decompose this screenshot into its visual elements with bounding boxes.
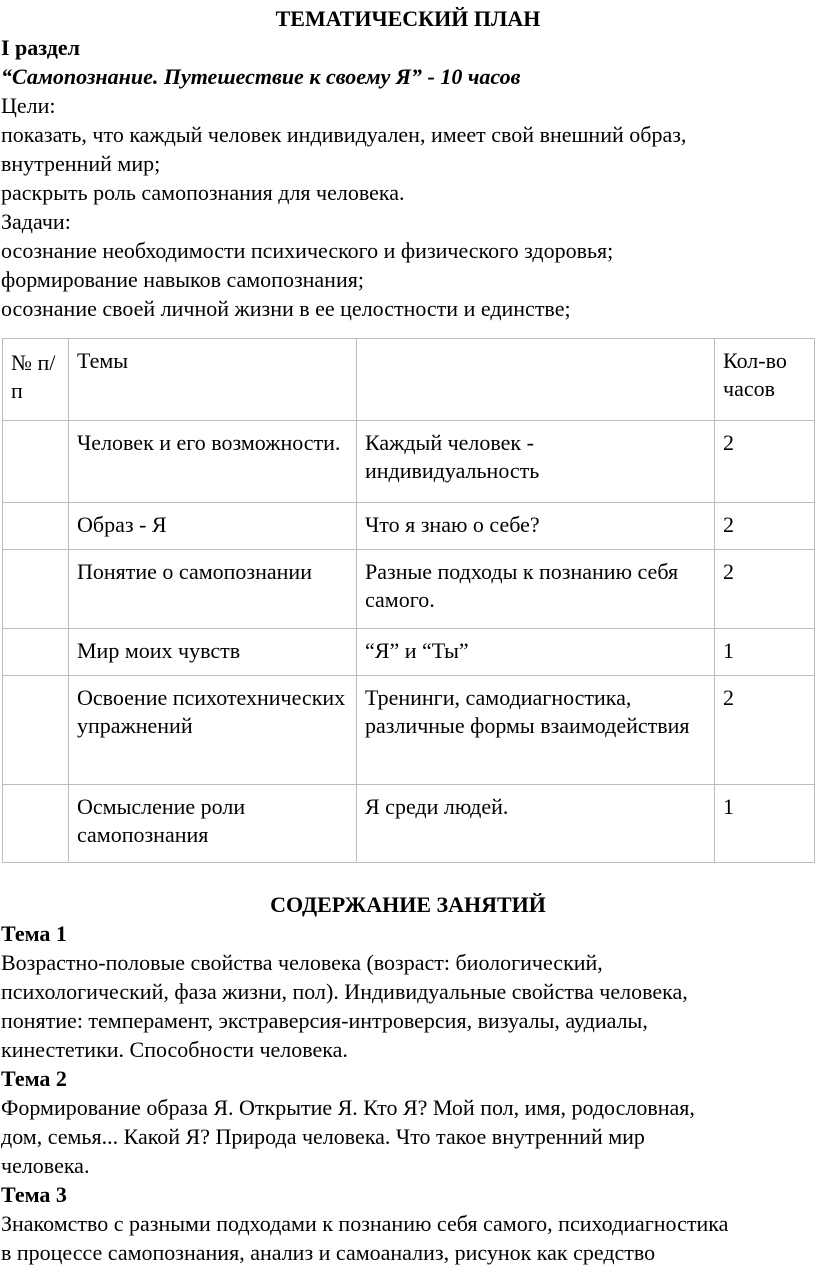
row-num [3, 503, 69, 550]
row-topic: “Я” и “Ты” [357, 629, 715, 676]
topic-line: в процессе самопознания, анализ и самоанализ, рисунок как средство [1, 1240, 656, 1265]
row-topic: Я среди людей. [357, 785, 715, 863]
row-topic: Тренинги, самодиагностика, различные формы взаимодействия [357, 676, 715, 785]
goal-line: показать, что каждый человек индивидуален, имеет свой внешний образ, [1, 122, 687, 147]
topic-label: Тема 2 [1, 1066, 67, 1091]
tasks-label: Задачи: [1, 209, 71, 234]
table-row [3, 676, 815, 785]
section-title: “Самопознание. Путешествие к своему Я” - 10 часов [1, 64, 521, 89]
header-topics [357, 339, 715, 421]
plan-table [2, 338, 815, 863]
row-theme: Человек и его возможности. [69, 421, 357, 503]
row-num [3, 785, 69, 863]
table-header-row [3, 339, 815, 421]
row-theme: Образ - Я [69, 503, 357, 550]
row-hours: 2 [715, 676, 815, 785]
topic-label: Тема 3 [1, 1182, 67, 1207]
topic-line: дом, семья... Какой Я? Природа человека. Что такое внутренний мир [1, 1124, 645, 1149]
row-topic: Что я знаю о себе? [357, 503, 715, 550]
plan-title: ТЕМАТИЧЕСКИЙ ПЛАН [275, 6, 541, 31]
row-hours: 1 [715, 629, 815, 676]
content-title: СОДЕРЖАНИЕ ЗАНЯТИЙ [270, 892, 546, 917]
row-num [3, 421, 69, 503]
table-row [3, 785, 815, 863]
header-hours: Кол-во часов [715, 339, 815, 421]
topic-line: понятие: темперамент, экстраверсия-интроверсия, визуалы, аудиалы, [1, 1008, 648, 1033]
row-num [3, 550, 69, 629]
table-row [3, 629, 815, 676]
row-theme: Осмысление роли самопознания [69, 785, 357, 863]
row-hours: 2 [715, 503, 815, 550]
row-hours: 2 [715, 550, 815, 629]
row-theme: Освоение психотехнических упражнений [69, 676, 357, 785]
goals-label: Цели: [1, 93, 56, 118]
header-num: № п/п [3, 339, 69, 421]
row-theme: Мир моих чувств [69, 629, 357, 676]
plan-header [0, 4, 816, 323]
task-line: осознание своей личной жизни в ее целостности и единстве; [1, 296, 571, 321]
topic-line: психологический, фаза жизни, пол). Индивидуальные свойства человека, [1, 979, 688, 1004]
topic-line: Формирование образа Я. Открытие Я. Кто Я? Мой пол, имя, родословная, [1, 1095, 695, 1120]
task-line: формирование навыков самопознания; [1, 267, 364, 292]
row-hours: 2 [715, 421, 815, 503]
table-row [3, 550, 815, 629]
table-row [3, 421, 815, 503]
goal-line: раскрыть роль самопознания для человека. [1, 180, 405, 205]
task-line: осознание необходимости психического и физического здоровья; [1, 238, 614, 263]
section-label: I раздел [1, 35, 80, 60]
row-num [3, 676, 69, 785]
header-themes: Темы [69, 339, 357, 421]
table-row [3, 503, 815, 550]
topic-line: кинестетики. Способности человека. [1, 1037, 348, 1062]
content-section [0, 890, 816, 1267]
topic-line: человека. [1, 1153, 90, 1178]
row-hours: 1 [715, 785, 815, 863]
row-num [3, 629, 69, 676]
row-theme: Понятие о самопознании [69, 550, 357, 629]
row-topic: Разные подходы к познанию себя самого. [357, 550, 715, 629]
topic-label: Тема 1 [1, 921, 67, 946]
row-topic: Каждый человек - индивидуальность [357, 421, 715, 503]
topic-line: Возрастно-половые свойства человека (возраст: биологический, [1, 950, 603, 975]
topic-line: Знакомство с разными подходами к познанию себя самого, психодиагностика [1, 1211, 729, 1236]
goal-line: внутренний мир; [1, 151, 161, 176]
